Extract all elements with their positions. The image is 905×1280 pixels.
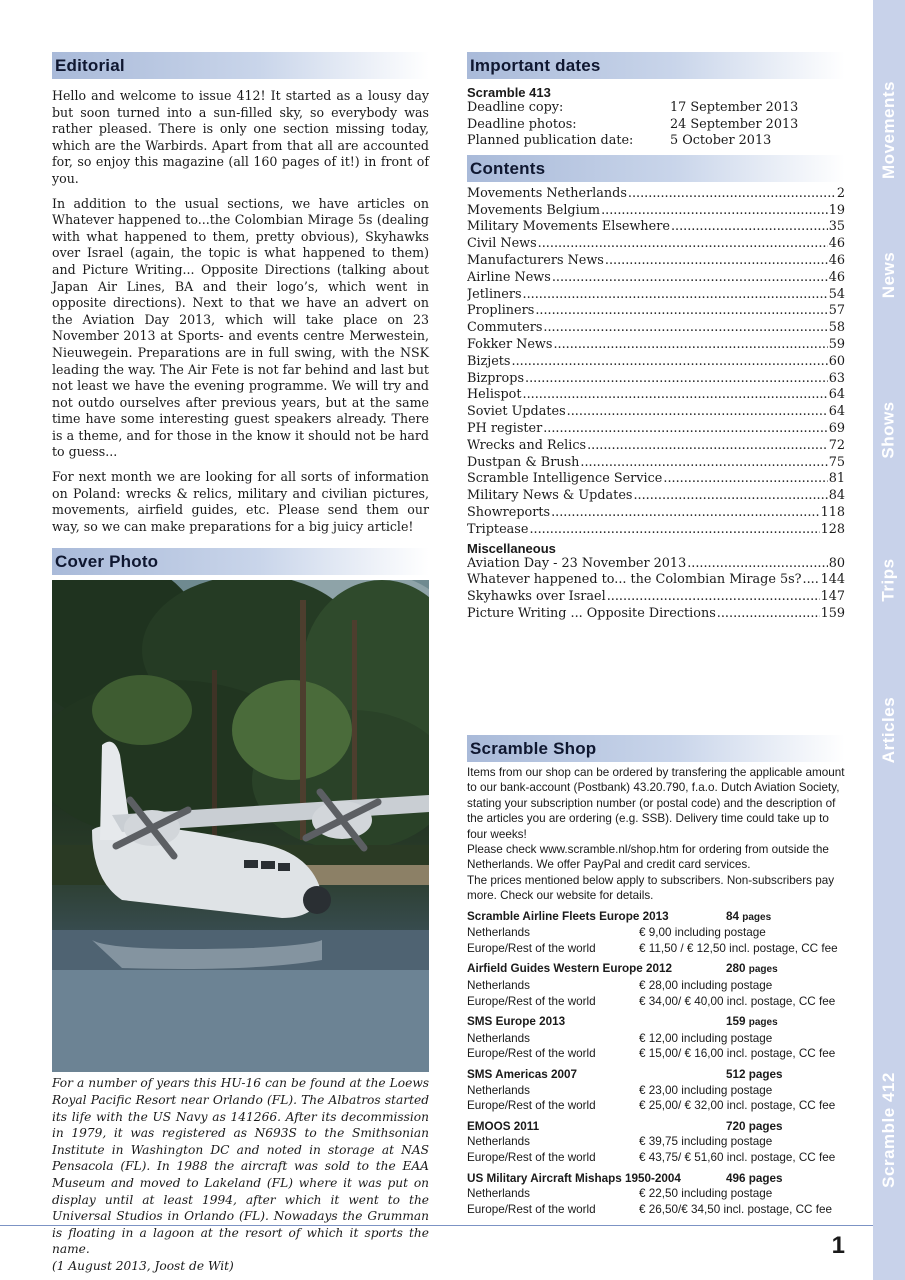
toc-label: Picture Writing ... Opposite Directions — [467, 605, 716, 621]
price-region: Netherlands — [467, 1031, 531, 1045]
scramble-shop-section — [467, 735, 845, 1217]
toc-page: 58 — [828, 320, 845, 336]
toc-entry[interactable] — [467, 320, 845, 337]
product-pages: 512 — [726, 1068, 746, 1081]
contents-list — [467, 186, 845, 539]
toc-label: Manufacturers News — [467, 252, 604, 268]
side-tab-articles[interactable]: Articles — [879, 696, 898, 764]
dates-row — [467, 117, 845, 134]
toc-page: 159 — [820, 605, 845, 621]
price-value: € 25,00/ € 32,00 incl. postage, CC fee — [639, 1099, 836, 1113]
toc-label: Dustpan & Brush — [467, 454, 580, 470]
product-name: US Military Aircraft Mishaps 1950-2004 — [467, 1171, 681, 1185]
seaplane-illustration — [52, 580, 429, 1072]
toc-page: 46 — [828, 236, 845, 252]
cover-photo-heading: Cover Photo — [52, 548, 429, 575]
toc-entry[interactable] — [467, 488, 845, 505]
toc-entry[interactable] — [467, 253, 845, 270]
date-label: Planned publication date: — [467, 133, 634, 149]
shop-product: EMOOS 2011 720 pages Netherlands € 39,75 including postage Europe/Rest of the world € 43,75/ € 51,60 incl. postage, CC fee — [467, 1119, 836, 1164]
price-region: Europe/Rest of the world — [467, 1202, 596, 1216]
toc-label: Propliners — [467, 303, 535, 319]
date-value: 17 September 2013 — [670, 100, 799, 115]
price-region: Europe/Rest of the world — [467, 941, 596, 955]
toc-page: 84 — [828, 488, 845, 504]
shop-intro — [467, 765, 845, 904]
toc-entry[interactable] — [467, 438, 845, 455]
toc-page: 128 — [820, 521, 845, 537]
left-column — [52, 52, 429, 1275]
toc-entry[interactable] — [467, 219, 845, 236]
cover-photo-caption: For a number of years this HU-16 can be found at the Loews Royal Pacific Resort near Orlando (FL). The Albatros started its life with the US Navy as 141266. After its decommission in 1979, it was registered as N693S to the Smithsonian Institute in Washington DC and noted in storage at NAS Pensacola (FL). In 1988 the aircraft was sold to the EAA Museum and moved to Lakeland (FL) where it was put on display until at least 1994, after which it went to the Universal Studios in Orlando (FL). Nowadays the Grumman is floating in a lagoon at the resort of which it sports the name. — [52, 1076, 429, 1257]
toc-label: Movements Netherlands — [467, 185, 627, 201]
side-tab-movements[interactable]: Movements — [879, 80, 898, 180]
toc-entry[interactable] — [467, 303, 845, 320]
date-value: 24 September 2013 — [670, 116, 799, 132]
shop-product: Airfield Guides Western Europe 2012 280 pages Netherlands € 28,00 including postage Europe/Rest of the world € 34,00/ € 40,00 incl. postage, CC fee — [467, 962, 836, 1008]
shop-intro-paragraph: Items from our shop can be ordered by transfering the applicable amount to our bank-account (Postbank) 43.20.790, f.a.o. Dutch Aviation Society, stating your subscription number (or postal code) and the description of the articles you are ordering (e.g. SSB). Delivery time could take up to four weeks! — [467, 766, 845, 841]
product-name: Scramble Airline Fleets Europe 2013 — [467, 909, 669, 923]
price-value: € 9,00 including postage — [639, 926, 766, 940]
toc-page: 57 — [828, 303, 845, 319]
side-tab-shows[interactable]: Shows — [879, 401, 899, 459]
editorial-body — [52, 88, 429, 535]
toc-entry[interactable] — [467, 404, 845, 421]
toc-label: Bizprops — [467, 370, 525, 386]
editorial-heading: Editorial — [52, 52, 429, 79]
issue-subheading: Scramble 413 — [467, 85, 551, 100]
toc-label: Military Movements Elsewhere — [467, 219, 670, 235]
side-tab-issue: Scramble 412 — [879, 1072, 899, 1188]
toc-page: 63 — [828, 370, 845, 386]
dates-row — [467, 100, 845, 117]
toc-entry[interactable] — [467, 556, 845, 573]
toc-page: 59 — [828, 336, 845, 352]
toc-label: Bizjets — [467, 353, 511, 369]
toc-page: 69 — [828, 420, 845, 436]
price-value: € 34,00/ € 40,00 incl. postage, CC fee — [639, 994, 836, 1008]
editorial-paragraph: Hello and welcome to issue 412! It started as a lousy day but soon turned into a sun-filled sky, so everybody was rather pleased. There is only one section missing today, which are the Warbirds. Apart from that all are accounted for, so enjoy this magazine (all 160 pages of it!) in front of you. — [52, 88, 429, 186]
toc-entry[interactable] — [467, 505, 845, 522]
price-value: € 15,00/ € 16,00 incl. postage, CC fee — [639, 1047, 836, 1061]
toc-label: Skyhawks over Israel — [467, 589, 606, 605]
toc-label: Aviation Day - 23 November 2013 — [467, 555, 687, 571]
product-name: SMS Europe 2013 — [467, 1015, 566, 1029]
toc-label: Military News & Updates — [467, 488, 633, 504]
product-pages: 280 — [726, 962, 746, 976]
contents-heading: Contents — [467, 155, 845, 182]
toc-label: Jetliners — [467, 286, 522, 302]
price-value: € 28,00 including postage — [639, 979, 773, 993]
price-value: € 22,50 including postage — [639, 1187, 773, 1201]
editorial-paragraph: In addition to the usual sections, we have articles on Whatever happened to...the Colombian Mirage 5s (dealing with what happened to them, pretty obvious), Skyhawks over Israel (again, the topic is what happened to them) and Picture Writing... Opposite Directions (talking about Japan Air Lines, BA and their logo’s, which went in opposite directions). Next to that we have an advert on the Aviation Day 2013, which will take place on 23 November 2013 at Sports- and events centre Merwestein, Nieuwegein. Preparations are in full swing, with the NSK leading the way. The Air Fete is not far behind and last but not least we have the evening programme. We will try and not outdo ourselves after previous years, but at the same time have some interesting guest speakers already. There is a theme, and for those in the know it should not be hard to guess... — [52, 195, 429, 460]
toc-page: 81 — [828, 471, 845, 487]
price-region: Europe/Rest of the world — [467, 1150, 596, 1164]
product-pages: 84 — [726, 909, 740, 923]
price-value: € 23,00 including postage — [639, 1083, 773, 1097]
toc-page: 35 — [828, 219, 845, 235]
toc-page: 54 — [828, 286, 845, 302]
price-region: Netherlands — [467, 1187, 531, 1201]
toc-page: 64 — [828, 387, 845, 403]
product-name: EMOOS 2011 — [467, 1119, 540, 1133]
page-number: 1 — [831, 1232, 845, 1259]
shop-product: Scramble Airline Fleets Europe 2013 84 pages Netherlands € 9,00 including postage Europe/Rest of the world € 11,50 / € 12,50 incl. postage, CC fee — [467, 909, 838, 955]
toc-label: Civil News — [467, 236, 537, 252]
toc-page: 147 — [820, 589, 845, 605]
toc-entry[interactable] — [467, 203, 845, 220]
toc-label: Fokker News — [467, 336, 553, 352]
toc-page: 80 — [828, 555, 845, 571]
price-region: Netherlands — [467, 1083, 531, 1097]
product-pages: 159 — [726, 1015, 746, 1029]
editorial-paragraph: For next month we are looking for all sorts of information on Poland: wrecks & relics, military and civilian pictures, movements, airfield guides, etc. Please send them our way, so we can make preparations for a big juicy article! — [52, 469, 429, 534]
side-tab-news[interactable]: News — [879, 251, 899, 299]
toc-entry[interactable] — [467, 270, 845, 287]
product-name: Airfield Guides Western Europe 2012 — [467, 962, 673, 976]
date-label: Deadline copy: — [467, 100, 564, 115]
price-value: € 12,00 including postage — [639, 1031, 773, 1045]
section-side-tab — [873, 0, 905, 1280]
toc-entry[interactable] — [467, 421, 845, 438]
toc-entry[interactable] — [467, 337, 845, 354]
toc-page: 118 — [820, 504, 845, 520]
date-label: Deadline photos: — [467, 116, 577, 132]
price-region: Netherlands — [467, 1135, 531, 1149]
price-region: Netherlands — [467, 926, 531, 940]
cover-photo-image — [52, 580, 429, 1072]
toc-entry[interactable] — [467, 354, 845, 371]
shop-product: SMS Americas 2007 512 pages Netherlands € 23,00 including postage Europe/Rest of the world € 25,00/ € 32,00 incl. postage, CC fee — [467, 1068, 836, 1113]
right-column — [467, 52, 845, 623]
toc-page: 60 — [828, 353, 845, 369]
toc-page: 64 — [828, 404, 845, 420]
price-region: Europe/Rest of the world — [467, 994, 596, 1008]
shop-intro-paragraph: Please check www.scramble.nl/shop.htm for ordering from outside the Netherlands. We offer PayPal and credit card services. — [467, 843, 829, 872]
toc-label: Airline News — [467, 269, 551, 285]
toc-entry[interactable] — [467, 236, 845, 253]
price-value: € 43,75/ € 51,60 incl. postage, CC fee — [639, 1150, 836, 1164]
toc-label: Movements Belgium — [467, 202, 601, 218]
date-value: 5 October 2013 — [670, 133, 772, 149]
dates-table — [467, 100, 845, 150]
toc-label: Soviet Updates — [467, 404, 566, 420]
dates-row — [467, 133, 845, 150]
toc-entry[interactable] — [467, 522, 845, 539]
shop-intro-paragraph: The prices mentioned below apply to subscribers. Non-subscribers pay more. Check our website for details. — [467, 873, 835, 903]
toc-label: Showreports — [467, 504, 551, 520]
shop-product: US Military Aircraft Mishaps 1950-2004 496 pages Netherlands € 22,50 including postage Europe/Rest of the world € 26,50/€ 34,50 incl. postage, CC fee — [467, 1171, 832, 1216]
toc-page: 46 — [828, 252, 845, 268]
price-value: € 11,50 / € 12,50 incl. postage, CC fee — [639, 941, 838, 955]
toc-page: 2 — [836, 185, 845, 201]
toc-entry[interactable] — [467, 572, 845, 589]
toc-entry[interactable] — [467, 589, 845, 606]
toc-label: Scramble Intelligence Service — [467, 471, 663, 487]
price-region: Netherlands — [467, 979, 531, 993]
toc-entry[interactable] — [467, 371, 845, 388]
toc-entry[interactable] — [467, 287, 845, 304]
footer-rule — [0, 1225, 873, 1226]
toc-label: Whatever happened to... the Colombian Mirage 5s? — [467, 572, 802, 588]
toc-label: Commuters — [467, 320, 543, 336]
toc-label: PH register — [467, 420, 543, 436]
price-region: Europe/Rest of the world — [467, 1047, 596, 1061]
product-name: SMS Americas 2007 — [467, 1068, 578, 1081]
price-value: € 39,75 including postage — [639, 1135, 773, 1149]
miscellaneous-subheading: Miscellaneous — [467, 540, 556, 556]
toc-entry[interactable] — [467, 387, 845, 404]
price-region: Europe/Rest of the world — [467, 1099, 596, 1113]
shop-product: SMS Europe 2013 159 pages Netherlands € 12,00 including postage Europe/Rest of the world € 15,00/ € 16,00 incl. postage, CC fee — [467, 1015, 836, 1061]
toc-label: Wrecks and Relics — [467, 437, 587, 453]
miscellaneous-list — [467, 556, 845, 623]
toc-label: Triptease — [467, 521, 529, 537]
toc-page: 19 — [828, 202, 845, 218]
cover-photo-credit: (1 August 2013, Joost de Wit) — [52, 1258, 234, 1273]
side-tab-trips[interactable]: Trips — [879, 558, 898, 602]
price-value: € 26,50/€ 34,50 incl. postage, CC fee — [639, 1202, 832, 1216]
important-dates-heading: Important dates — [467, 52, 845, 79]
toc-entry[interactable] — [467, 186, 845, 203]
toc-page: 46 — [828, 269, 845, 285]
product-pages: 496 — [726, 1171, 746, 1185]
scramble-shop-heading: Scramble Shop — [467, 735, 845, 762]
toc-label: Helispot — [467, 387, 522, 403]
toc-entry[interactable] — [467, 471, 845, 488]
toc-page: 144 — [820, 572, 845, 588]
product-pages: 720 — [726, 1119, 746, 1133]
toc-page: 75 — [828, 454, 845, 470]
toc-entry[interactable] — [467, 606, 845, 623]
toc-page: 72 — [828, 437, 845, 453]
toc-entry[interactable] — [467, 455, 845, 472]
